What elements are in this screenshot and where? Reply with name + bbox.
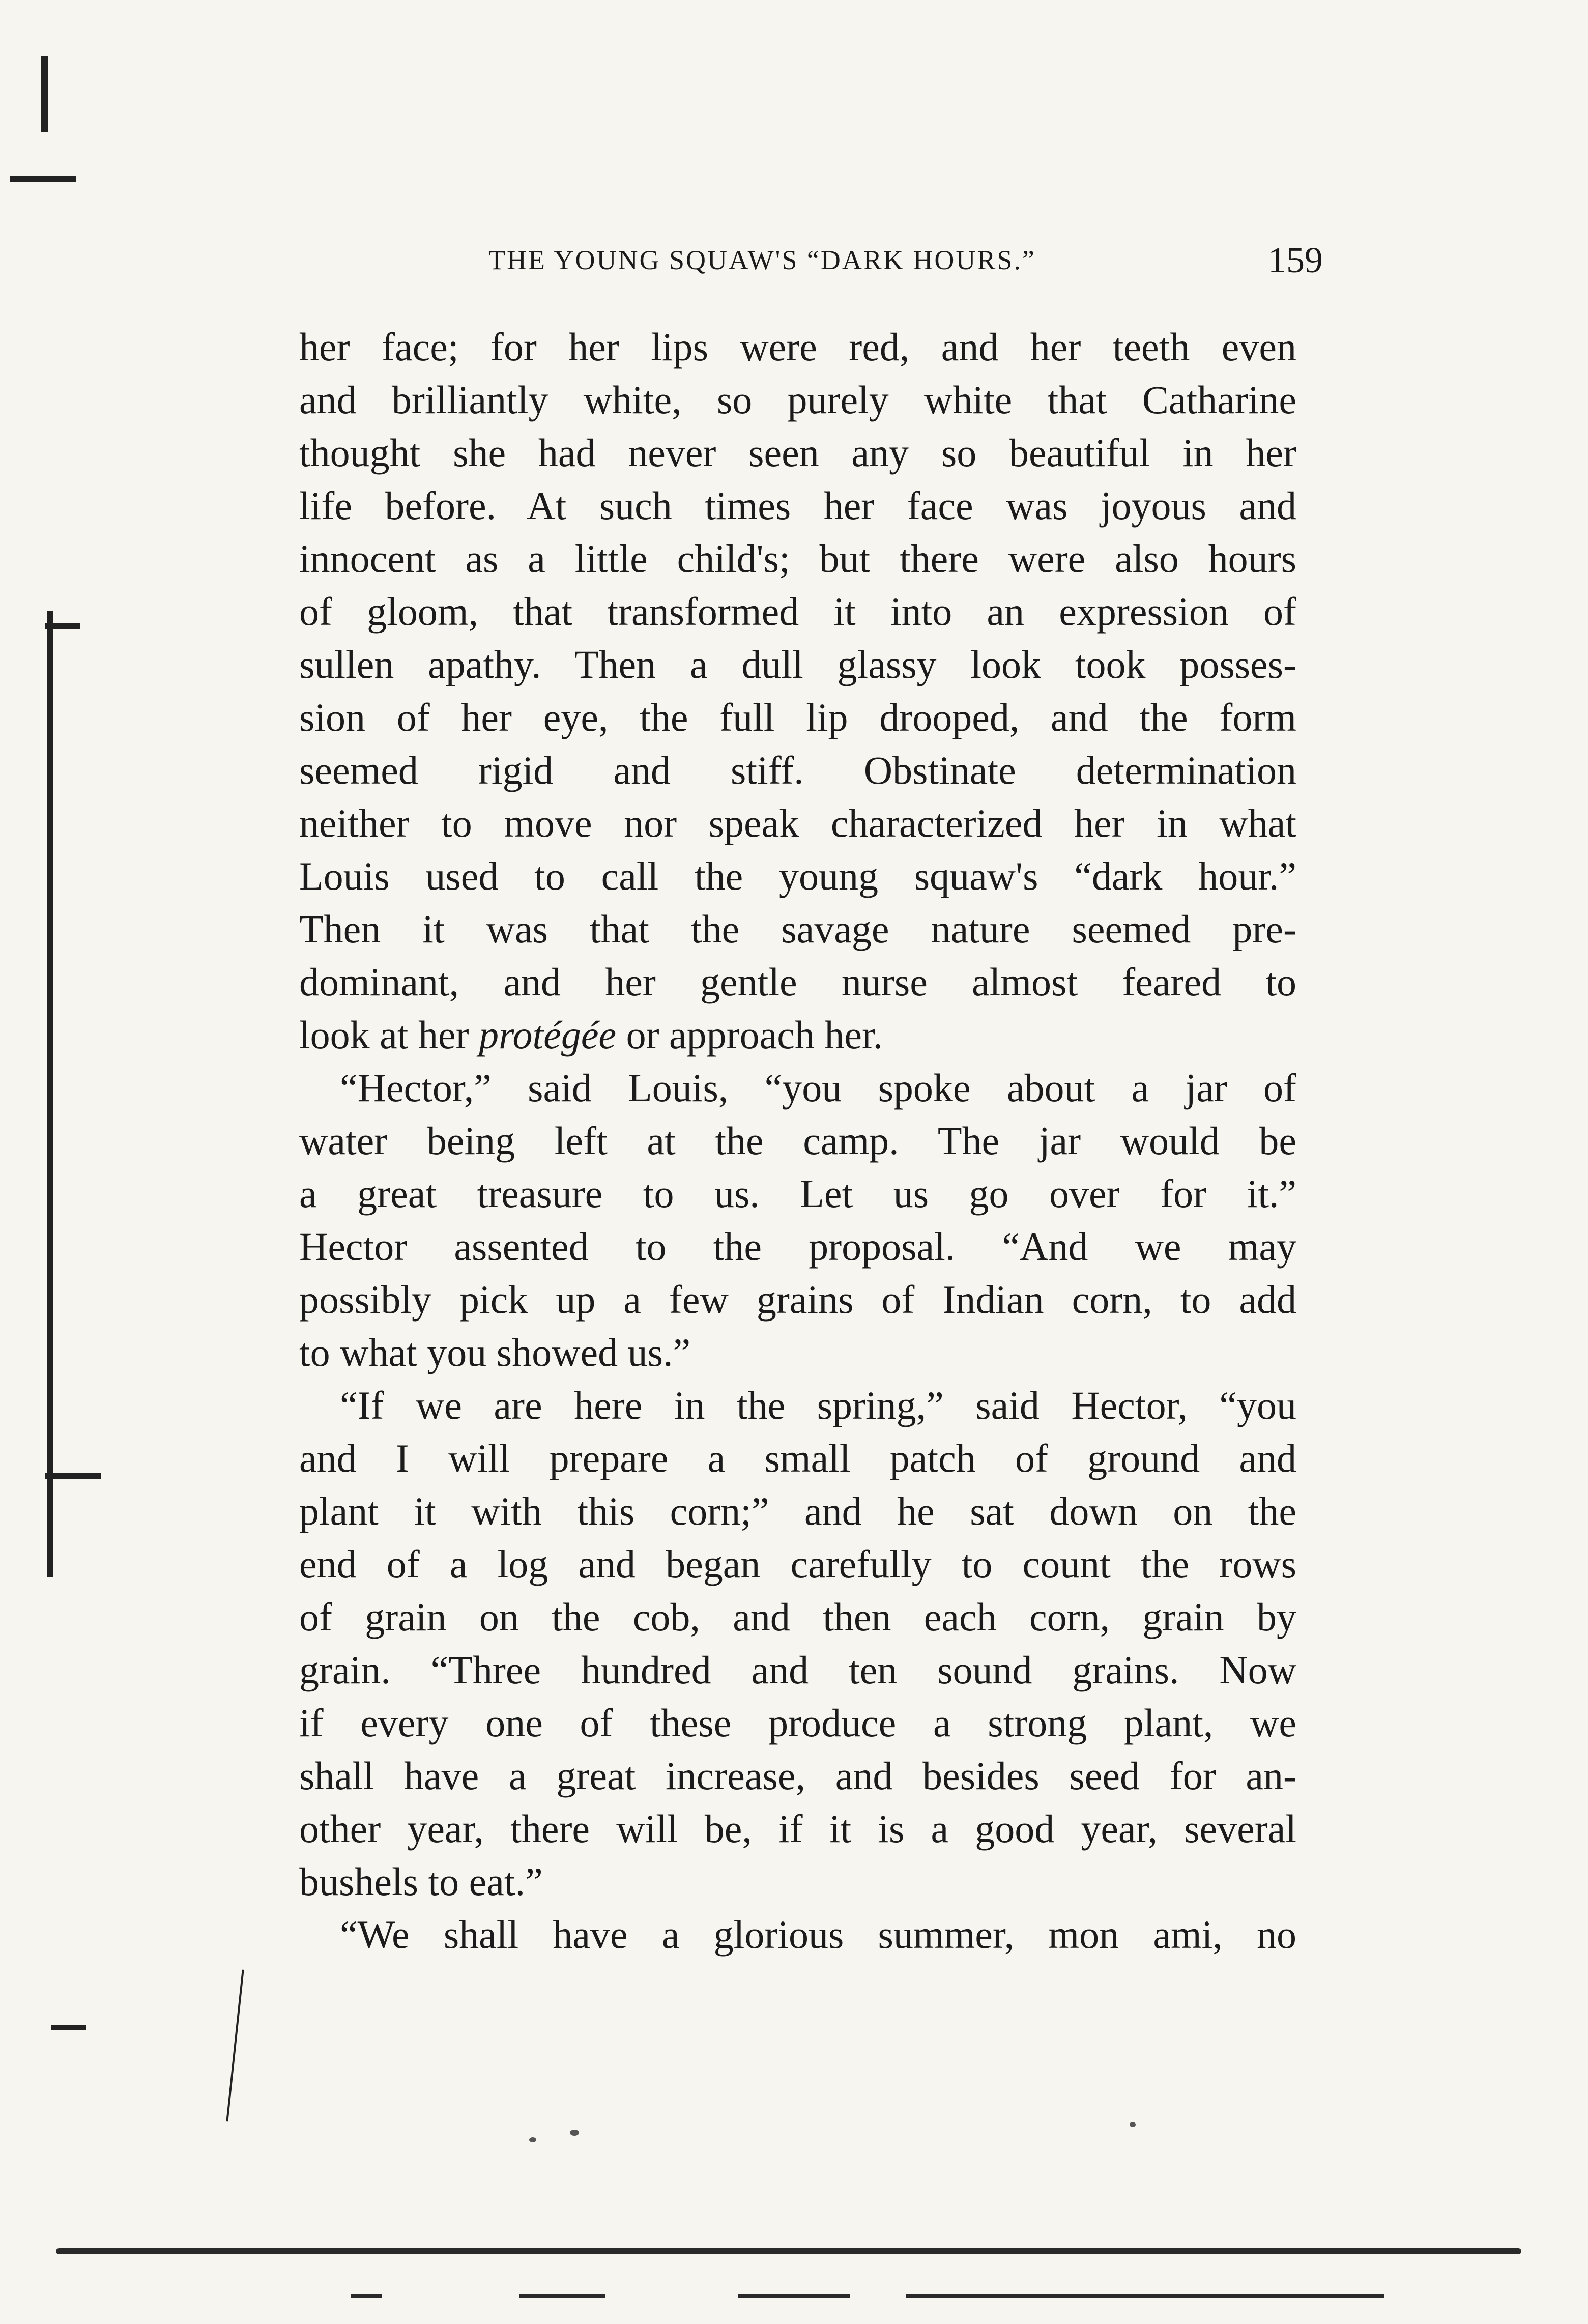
text-line: life before. At such times her face was joyous and <box>299 483 1296 528</box>
text-line: sullen apathy. Then a dull glassy look took posses- <box>299 642 1296 686</box>
text-line: sion of her eye, the full lip drooped, and the form <box>299 695 1296 739</box>
scan-speck <box>1130 2122 1136 2127</box>
text-line: of gloom, that transformed it into an expression of <box>299 589 1296 634</box>
text-line: to what you showed us.” <box>299 1330 691 1374</box>
body-text <box>299 321 1296 1961</box>
gutter-mark <box>45 623 80 629</box>
scan-speck <box>570 2130 579 2136</box>
text-line: of grain on the cob, and then each corn, grain by <box>299 1595 1296 1639</box>
text-line: “If we are here in the spring,” said Hector, “you <box>340 1383 1296 1427</box>
text-line: dominant, and her gentle nurse almost feared to <box>299 960 1296 1004</box>
running-header <box>488 239 1323 295</box>
text-line: Louis used to call the young squaw's “dark hour.” <box>299 854 1296 898</box>
scan-speck <box>529 2137 536 2142</box>
text-line: water being left at the camp. The jar would be <box>299 1118 1296 1163</box>
bottom-rule <box>906 2294 1384 2298</box>
gutter-mark <box>10 176 76 182</box>
text-line: and brilliantly white, so purely white that Catharine <box>299 378 1296 422</box>
bottom-rule <box>519 2294 605 2298</box>
text-line: thought she had never seen any so beautiful in her <box>299 431 1296 475</box>
text-line: bushels to eat.” <box>299 1859 543 1904</box>
text-line: shall have a great increase, and besides seed for an- <box>299 1754 1296 1798</box>
gutter-mark <box>41 56 48 132</box>
italic-word: protégée <box>479 1013 617 1057</box>
text-line: plant it with this corn;” and he sat down on the <box>299 1489 1296 1533</box>
text-line: neither to move nor speak characterized her in what <box>299 801 1296 845</box>
text-line: Then it was that the savage nature seemed pre- <box>299 907 1296 951</box>
text-line: look at her protégée or approach her. <box>299 1013 883 1057</box>
text-line: a great treasure to us. Let us go over for it.” <box>299 1171 1296 1216</box>
gutter-mark <box>45 1473 101 1479</box>
text-line: end of a log and began carefully to count the rows <box>299 1542 1296 1586</box>
bottom-rule <box>351 2294 382 2298</box>
text-line: innocent as a little child's; but there were also hours <box>299 536 1296 581</box>
bottom-rule <box>738 2294 850 2298</box>
text-line: and I will prepare a small patch of ground and <box>299 1436 1296 1480</box>
text-line: if every one of these produce a strong plant, we <box>299 1701 1296 1745</box>
bottom-rule <box>56 2248 1521 2254</box>
text-line: other year, there will be, if it is a good year, several <box>299 1806 1296 1851</box>
text-line: seemed rigid and stiff. Obstinate determination <box>299 748 1296 792</box>
header-title: THE YOUNG SQUAW'S “DARK HOURS.” <box>488 245 1036 275</box>
text-line: grain. “Three hundred and ten sound grains. Now <box>299 1648 1296 1692</box>
gutter-mark <box>47 611 53 1577</box>
text-line: possibly pick up a few grains of Indian corn, to add <box>299 1277 1296 1322</box>
page-number: 159 <box>1268 240 1323 280</box>
gutter-mark <box>51 2025 86 2030</box>
text-line: “We shall have a glorious summer, mon ami, no <box>340 1912 1296 1957</box>
text-line: “Hector,” said Louis, “you spoke about a jar of <box>340 1066 1296 1110</box>
text-line: her face; for her lips were red, and her teeth even <box>299 325 1296 369</box>
gutter-mark <box>226 1970 244 2122</box>
text-line: Hector assented to the proposal. “And we may <box>299 1224 1296 1269</box>
